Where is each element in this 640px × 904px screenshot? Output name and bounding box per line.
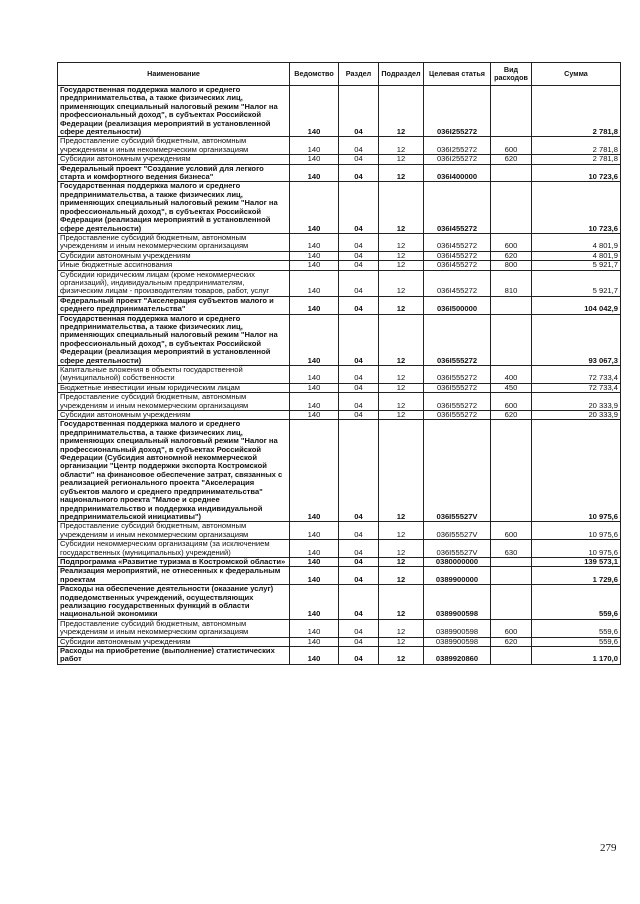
table-row [58,366,621,384]
table-row [58,86,621,137]
table-row [58,522,621,540]
table-row [58,233,621,251]
cell-subsection: 12 [379,270,424,296]
cell-target: 036I555272 [424,393,491,411]
table-row [58,647,621,665]
cell-dept: 140 [290,585,339,620]
cell-target: 036I500000 [424,296,491,314]
cell-subsection: 12 [379,155,424,164]
table-row [58,251,621,260]
cell-subsection: 12 [379,164,424,182]
cell-sum: 1 729,6 [532,567,621,585]
table-row [58,314,621,365]
cell-subsection: 12 [379,296,424,314]
table-row [58,296,621,314]
cell-dept: 140 [290,261,339,270]
table-row [58,155,621,164]
cell-exp-type: 400 [491,366,532,384]
cell-section: 04 [339,137,379,155]
cell-subsection: 12 [379,233,424,251]
cell-section: 04 [339,637,379,646]
table-row [58,619,621,637]
cell-name: Государственная поддержка малого и среднего предпринимательства, а также физических лиц, применяющих специальный налоговый режим "Налог на профессиональный доход", в субъектах Российской Федерации (реализация мероприятий в установленной сфере деятельности) [58,314,290,365]
cell-dept: 140 [290,366,339,384]
cell-name: Субсидии автономным учреждениям [58,411,290,420]
cell-exp-type [491,182,532,233]
cell-sum: 72 733,4 [532,383,621,392]
cell-exp-type: 600 [491,137,532,155]
cell-name: Реализация мероприятий, не отнесенных к федеральным проектам [58,567,290,585]
cell-target: 036I255272 [424,137,491,155]
cell-dept: 140 [290,420,339,522]
cell-sum: 104 042,9 [532,296,621,314]
cell-target: 036I455272 [424,270,491,296]
cell-dept: 140 [290,251,339,260]
cell-section: 04 [339,567,379,585]
cell-name: Субсидии автономным учреждениям [58,251,290,260]
cell-sum: 10 723,6 [532,164,621,182]
cell-name: Федеральный проект "Создание условий для легкого старта и комфортного ведения бизнеса" [58,164,290,182]
cell-subsection: 12 [379,637,424,646]
cell-subsection: 12 [379,393,424,411]
cell-exp-type [491,86,532,137]
cell-name: Капитальные вложения в объекты государственной (муниципальной) собственности [58,366,290,384]
cell-dept: 140 [290,647,339,665]
cell-dept: 140 [290,393,339,411]
page-number: 279 [600,842,617,854]
cell-section: 04 [339,585,379,620]
cell-exp-type: 630 [491,540,532,558]
table-row [58,164,621,182]
cell-target: 036I555272 [424,366,491,384]
cell-sum: 4 801,9 [532,233,621,251]
cell-sum: 10 975,6 [532,540,621,558]
cell-sum: 72 733,4 [532,366,621,384]
cell-name: Предоставление субсидий бюджетным, автономным учреждениям и иным некоммерческим организациям [58,522,290,540]
cell-sum: 20 333,9 [532,411,621,420]
table-row [58,411,621,420]
cell-section: 04 [339,251,379,260]
cell-section: 04 [339,540,379,558]
cell-dept: 140 [290,637,339,646]
cell-subsection: 12 [379,585,424,620]
cell-section: 04 [339,261,379,270]
cell-exp-type: 800 [491,261,532,270]
header-name: Наименование [58,63,290,86]
cell-subsection: 12 [379,137,424,155]
cell-target: 036I55527V [424,522,491,540]
cell-dept: 140 [290,137,339,155]
cell-target: 036I55527V [424,420,491,522]
cell-target: 036I455272 [424,233,491,251]
cell-exp-type: 620 [491,251,532,260]
cell-exp-type: 600 [491,393,532,411]
cell-sum: 5 921,7 [532,270,621,296]
table-row [58,637,621,646]
cell-target: 0389900598 [424,585,491,620]
cell-section: 04 [339,182,379,233]
cell-sum: 1 170,0 [532,647,621,665]
cell-dept: 140 [290,522,339,540]
cell-subsection: 12 [379,557,424,566]
cell-section: 04 [339,522,379,540]
cell-exp-type [491,567,532,585]
cell-name: Субсидии юридическим лицам (кроме некоммерческих организаций), индивидуальным предпринимателям, физическим лицам - производителям товаров, работ, услуг [58,270,290,296]
cell-dept: 140 [290,557,339,566]
cell-section: 04 [339,383,379,392]
cell-dept: 140 [290,619,339,637]
cell-exp-type [491,585,532,620]
header-sum: Сумма [532,63,621,86]
header-target: Целевая статья [424,63,491,86]
cell-section: 04 [339,647,379,665]
cell-dept: 140 [290,296,339,314]
table-row [58,137,621,155]
cell-name: Предоставление субсидий бюджетным, автономным учреждениям и иным некоммерческим организациям [58,619,290,637]
cell-exp-type [491,647,532,665]
cell-dept: 140 [290,270,339,296]
cell-target: 036I455272 [424,251,491,260]
cell-name: Бюджетные инвестиции иным юридическим лицам [58,383,290,392]
cell-sum: 10 975,6 [532,522,621,540]
cell-dept: 140 [290,540,339,558]
cell-subsection: 12 [379,366,424,384]
cell-exp-type [491,420,532,522]
cell-section: 04 [339,366,379,384]
cell-name: Предоставление субсидий бюджетным, автономным учреждениям и иным некоммерческим организациям [58,137,290,155]
table-row [58,540,621,558]
cell-subsection: 12 [379,522,424,540]
cell-sum: 2 781,8 [532,137,621,155]
cell-dept: 140 [290,164,339,182]
cell-sum: 559,6 [532,585,621,620]
cell-sum: 20 333,9 [532,393,621,411]
table-row [58,261,621,270]
cell-target: 036I255272 [424,155,491,164]
cell-exp-type: 620 [491,155,532,164]
cell-section: 04 [339,314,379,365]
cell-sum: 2 781,8 [532,86,621,137]
cell-subsection: 12 [379,251,424,260]
cell-sum: 4 801,9 [532,251,621,260]
cell-target: 036I400000 [424,164,491,182]
table-row [58,270,621,296]
table-row [58,393,621,411]
cell-target: 036I555272 [424,314,491,365]
cell-subsection: 12 [379,647,424,665]
cell-name: Предоставление субсидий бюджетным, автономным учреждениям и иным некоммерческим организациям [58,393,290,411]
budget-table [57,62,621,665]
cell-name: Государственная поддержка малого и среднего предпринимательства, а также физических лиц, применяющих специальный налоговый режим "Налог на профессиональный доход", в субъектах Российской Федерации (Субсидия автономной некоммерческой организации "Центр поддержки экспорта Костромской области" на финансовое обеспечение затрат, связанных с реализацией регионального проекта "Акселерация субъектов малого и среднего предпринимательства" национального проекта "Малое и среднее предпринимательство и поддержка индивидуальной предпринимательской инициативы") [58,420,290,522]
cell-subsection: 12 [379,182,424,233]
cell-sum: 10 975,6 [532,420,621,522]
cell-subsection: 12 [379,420,424,522]
cell-name: Субсидии автономным учреждениям [58,637,290,646]
cell-section: 04 [339,155,379,164]
cell-target: 0380000000 [424,557,491,566]
table-row [58,182,621,233]
cell-sum: 10 723,6 [532,182,621,233]
cell-exp-type [491,314,532,365]
header-dept: Ведомство [290,63,339,86]
table-row [58,585,621,620]
cell-exp-type: 600 [491,522,532,540]
cell-section: 04 [339,411,379,420]
cell-section: 04 [339,270,379,296]
cell-sum: 5 921,7 [532,261,621,270]
cell-subsection: 12 [379,567,424,585]
cell-section: 04 [339,296,379,314]
cell-dept: 140 [290,314,339,365]
header-subsection: Подраздел [379,63,424,86]
cell-name: Расходы на приобретение (выполнение) статистических работ [58,647,290,665]
cell-section: 04 [339,557,379,566]
cell-section: 04 [339,86,379,137]
cell-name: Субсидии некоммерческим организациям (за исключением государственных (муниципальных) учреждений) [58,540,290,558]
cell-exp-type: 450 [491,383,532,392]
header-section: Раздел [339,63,379,86]
cell-dept: 140 [290,383,339,392]
cell-name: Расходы на обеспечение деятельности (оказание услуг) подведомственных учреждений, осуществляющих реализацию государственных функций в области национальной экономики [58,585,290,620]
cell-exp-type: 620 [491,411,532,420]
cell-target: 036I555272 [424,411,491,420]
cell-dept: 140 [290,233,339,251]
cell-subsection: 12 [379,540,424,558]
cell-sum: 93 067,3 [532,314,621,365]
header-exp-type: Вид расходов [491,63,532,86]
cell-name: Федеральный проект "Акселерация субъектов малого и среднего предпринимательства" [58,296,290,314]
cell-subsection: 12 [379,86,424,137]
cell-subsection: 12 [379,619,424,637]
cell-name: Предоставление субсидий бюджетным, автономным учреждениям и иным некоммерческим организациям [58,233,290,251]
cell-name: Подпрограмма «Развитие туризма в Костромской области» [58,557,290,566]
cell-dept: 140 [290,411,339,420]
cell-target: 036I55527V [424,540,491,558]
cell-sum: 559,6 [532,619,621,637]
cell-section: 04 [339,393,379,411]
cell-exp-type [491,296,532,314]
cell-name: Государственная поддержка малого и среднего предпринимательства, а также физических лиц, применяющих специальный налоговый режим "Налог на профессиональный доход", в субъектах Российской Федерации (реализация мероприятий в установленной сфере деятельности) [58,86,290,137]
table-row [58,383,621,392]
cell-section: 04 [339,233,379,251]
cell-dept: 140 [290,567,339,585]
cell-exp-type: 620 [491,637,532,646]
cell-target: 0389900598 [424,619,491,637]
cell-exp-type [491,164,532,182]
cell-name: Иные бюджетные ассигнования [58,261,290,270]
cell-section: 04 [339,619,379,637]
table-body [58,86,621,665]
cell-target: 036I455272 [424,261,491,270]
cell-target: 036I455272 [424,182,491,233]
cell-target: 036I255272 [424,86,491,137]
cell-dept: 140 [290,155,339,164]
cell-dept: 140 [290,86,339,137]
header-row [58,63,621,86]
cell-subsection: 12 [379,314,424,365]
table-row [58,420,621,522]
cell-name: Государственная поддержка малого и среднего предпринимательства, а также физических лиц, применяющих специальный налоговый режим "Налог на профессиональный доход", в субъектах Российской Федерации (реализация мероприятий в установленной сфере деятельности) [58,182,290,233]
cell-exp-type: 810 [491,270,532,296]
cell-target: 036I555272 [424,383,491,392]
cell-sum: 2 781,8 [532,155,621,164]
cell-target: 0389900000 [424,567,491,585]
table-row [58,567,621,585]
cell-subsection: 12 [379,261,424,270]
cell-target: 0389920860 [424,647,491,665]
cell-sum: 139 573,1 [532,557,621,566]
cell-exp-type: 600 [491,233,532,251]
cell-target: 0389900598 [424,637,491,646]
cell-subsection: 12 [379,383,424,392]
cell-section: 04 [339,420,379,522]
table-row [58,557,621,566]
cell-subsection: 12 [379,411,424,420]
cell-exp-type: 600 [491,619,532,637]
cell-name: Субсидии автономным учреждениям [58,155,290,164]
cell-exp-type [491,557,532,566]
cell-sum: 559,6 [532,637,621,646]
cell-dept: 140 [290,182,339,233]
cell-section: 04 [339,164,379,182]
